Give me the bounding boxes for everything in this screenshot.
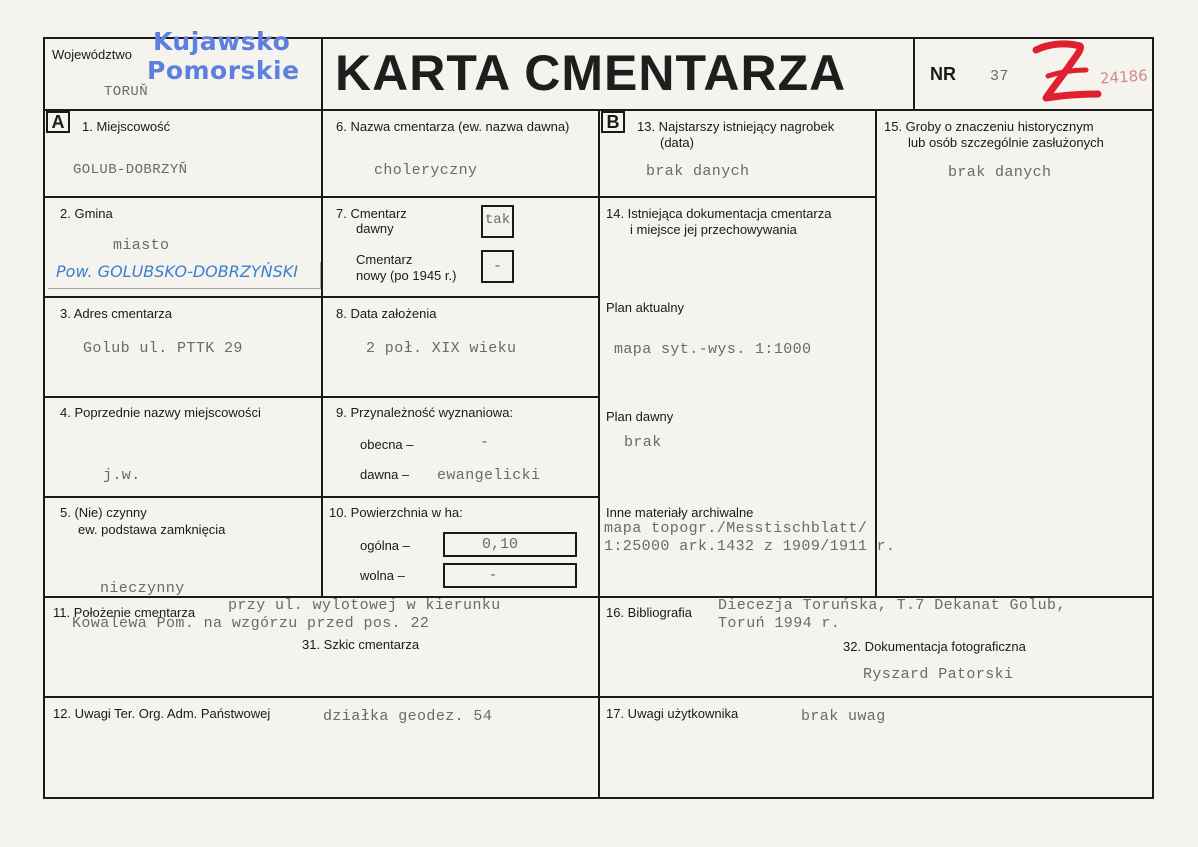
field-4-label: 4. Poprzednie nazwy miejscowości <box>60 405 261 420</box>
field-5-label-2: ew. podstawa zamknięcia <box>78 522 226 537</box>
field-17-value: brak uwag <box>801 708 886 725</box>
plan-dawny-value: brak <box>624 434 662 451</box>
inne-materialy-value-2: 1:25000 ark.1432 z 1909/1911 r. <box>604 538 896 555</box>
nr-red-number: 24186 <box>1099 66 1149 88</box>
field-11-value-1: przy ul. wylotowej w kierunku <box>228 597 501 614</box>
field-2-value: miasto <box>113 237 170 254</box>
field-4-value: j.w. <box>103 467 141 484</box>
field-15-label-1: 15. Groby o znaczeniu historycznym <box>884 119 1094 134</box>
inne-materialy-value-1: mapa topogr./Messtischblatt/ <box>604 520 868 537</box>
field-6-label: 6. Nazwa cmentarza (ew. nazwa dawna) <box>336 119 570 134</box>
field-9-label: 9. Przynależność wyznaniowa: <box>336 405 514 420</box>
field-1-label: 1. Miejscowość <box>82 119 171 134</box>
field-10-label: 10. Powierzchnia w ha: <box>329 505 463 520</box>
field-9-dawna-label: dawna – <box>360 467 410 482</box>
plan-aktualny-value: mapa syt.-wys. 1:1000 <box>614 341 812 358</box>
field-2-label: 2. Gmina <box>60 206 113 221</box>
field-16-value-2: Toruń 1994 r. <box>718 615 841 632</box>
wojewodztwo-label: Województwo <box>52 47 132 62</box>
field-7-label-1a: 7. Cmentarz <box>336 206 407 221</box>
field-8-value: 2 poł. XIX wieku <box>366 340 517 357</box>
field-5-label-1: 5. (Nie) czynny <box>60 505 147 520</box>
plan-aktualny-label: Plan aktualny <box>606 300 685 315</box>
field-15-label-2: lub osób szczególnie zasłużonych <box>908 135 1104 150</box>
field-10-ogolna-value: 0,10 <box>481 536 518 553</box>
field-14-label-2: i miejsce jej przechowywania <box>630 222 797 237</box>
rule-col1-top <box>321 37 323 109</box>
field-9-dawna-value: ewangelicki <box>437 467 541 484</box>
wojewodztwo-typed: TORUŇ <box>104 84 149 100</box>
field-9-obecna-value: - <box>480 434 490 451</box>
plan-dawny-label: Plan dawny <box>606 409 674 424</box>
field-5-value: nieczynny <box>100 580 185 597</box>
field-31-label: 31. Szkic cmentarza <box>302 637 420 652</box>
field-11-value-2: Kowalewa Pom. na wzgórzu przed pos. 22 <box>72 615 430 632</box>
inne-materialy-label: Inne materiały archiwalne <box>606 505 754 520</box>
field-9-obecna-label: obecna – <box>360 437 414 452</box>
field-13-value: brak danych <box>646 163 750 180</box>
field-3-label: 3. Adres cmentarza <box>60 306 172 321</box>
nr-typed: 37 <box>990 68 1009 85</box>
rule-col2 <box>598 109 600 799</box>
field-1-value: GOLUB-DOBRZYŇ <box>73 162 188 178</box>
field-6-value: choleryczny <box>374 162 478 179</box>
field-16-label: 16. Bibliografia <box>606 605 692 620</box>
field-7-label-2a: Cmentarz <box>356 252 413 267</box>
field-11-label: 11. Położenie cmentarza <box>53 605 196 620</box>
field-13-label-1: 13. Najstarszy istniejący nagrobek <box>637 119 835 134</box>
field-10-wolna-label: wolna – <box>360 568 405 583</box>
field-32-value: Ryszard Patorski <box>863 666 1014 683</box>
field-10-ogolna-label: ogólna – <box>360 538 410 553</box>
rule-row1-left <box>43 196 876 198</box>
stamp-line-2: Pomorskie <box>147 56 300 85</box>
rule-col3 <box>875 109 877 596</box>
section-a-marker: A <box>46 111 70 133</box>
rule-col-title-right <box>913 37 915 109</box>
section-b-marker: B <box>601 111 625 133</box>
field-15-value: brak danych <box>948 164 1052 181</box>
field-7-label-2b: nowy (po 1945 r.) <box>356 268 457 283</box>
field-7-value-2: - <box>492 258 502 275</box>
field-14-label-1: 14. Istniejąca dokumentacja cmentarza <box>606 206 832 221</box>
field-8-label: 8. Data założenia <box>336 306 437 321</box>
field-10-wolna-value: - <box>488 567 498 584</box>
field-3-value: Golub ul. PTTK 29 <box>83 340 243 357</box>
field-32-label: 32. Dokumentacja fotograficzna <box>843 639 1026 654</box>
field-7-value-1: tak <box>484 212 511 228</box>
field-12-label: 12. Uwagi Ter. Org. Adm. Państwowej <box>53 706 271 721</box>
field-17-label: 17. Uwagi użytkownika <box>606 706 739 721</box>
rule-col1 <box>321 109 323 596</box>
field-2-handwritten: Pow. GOLUBSKO-DOBRZYŃSKI <box>56 262 298 281</box>
stamp-line-1: Kujawsko <box>153 27 291 56</box>
page-title: KARTA CMENTARZA <box>335 45 847 101</box>
field-7-label-1b: dawny <box>356 221 394 236</box>
nr-label: NR <box>930 64 956 84</box>
field-13-label-2: (data) <box>660 135 694 150</box>
field-16-value-1: Diecezja Toruńska, T.7 Dekanat Golub, <box>718 597 1066 614</box>
red-pen-mark-icon <box>1028 36 1104 112</box>
field-12-value: działka geodez. 54 <box>323 708 493 725</box>
